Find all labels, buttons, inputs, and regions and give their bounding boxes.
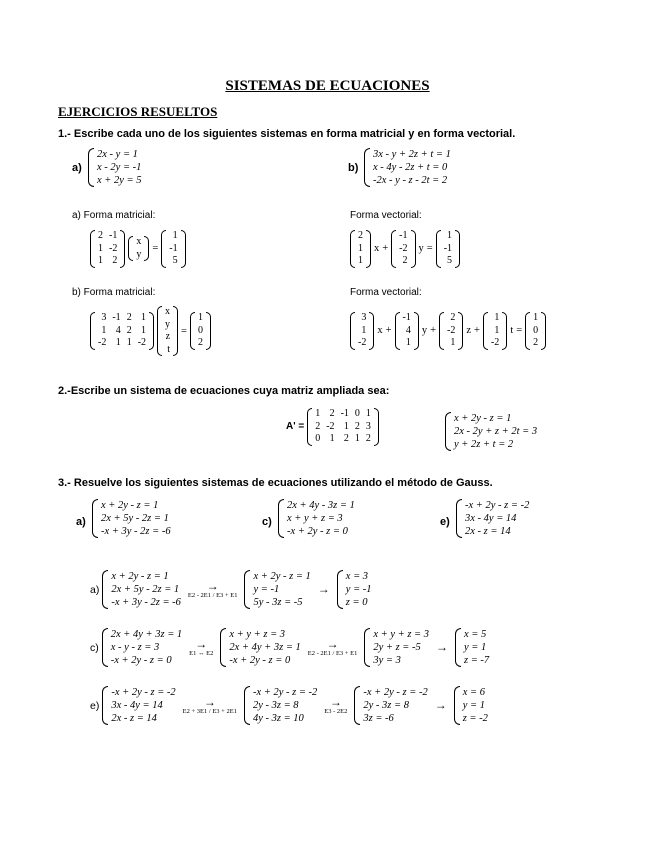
matrix-cell: y [136, 248, 142, 260]
equation-line: x + 2y - z = 1 [454, 413, 512, 424]
equation-line: 3y = 3 [373, 655, 401, 666]
transform-arrow [435, 700, 447, 711]
matrix-cell: -1 [402, 312, 411, 323]
matrix-cell: 2 [98, 230, 103, 241]
equation-line: 2y - 3z = 8 [363, 700, 409, 711]
column-vector [350, 230, 371, 268]
solution-a [90, 570, 372, 609]
equation-line: x + 2y - z = 1 [101, 500, 159, 511]
matrix-cell: 1 [197, 312, 203, 324]
column-vector [439, 312, 463, 350]
row-operation: E2 + 3E1 / E3 + 2E1 [182, 707, 237, 715]
exercise-3-heading: 3.- Resuelve los siguientes sistemas de ecuaciones utilizando el método de Gauss. [58, 477, 493, 489]
right-bracket [502, 312, 507, 350]
page-title: SISTEMAS DE ECUACIONES [225, 78, 430, 94]
equation-line: -x + 2y - z = 0 [287, 526, 348, 537]
ex1-a-matrix-form [90, 230, 186, 268]
equation-line: 2x + 4y + 3z = 1 [229, 642, 301, 653]
equation-line: 2x - z = 14 [111, 713, 157, 724]
equation-line: 2x + 5y - 2z = 1 [101, 513, 169, 524]
matrix-cell: 2 [329, 408, 335, 419]
matrix-cell: 2 [450, 312, 456, 323]
brace [102, 570, 108, 609]
equation-lines [111, 628, 182, 667]
matrix-cell: 1 [141, 312, 147, 324]
transform-arrow [307, 636, 358, 657]
ex3-c-system [278, 499, 355, 538]
matrix-cell: z [165, 331, 171, 342]
matrix-cell: 2 [126, 312, 132, 324]
matrix-cell: 1 [343, 420, 349, 432]
equation-lines [464, 628, 489, 667]
equation-system [364, 628, 429, 667]
matrix-cell: -2 [447, 324, 456, 336]
equation-line: z = -2 [462, 713, 488, 724]
matrix-cell: x [165, 306, 171, 317]
matrix-cell: 5 [172, 255, 178, 266]
equation-line: 5y - 3z = -5 [253, 597, 303, 608]
equation-line: 2y + z = -5 [373, 642, 421, 653]
equation-line: -x + 2y - z = 0 [110, 655, 172, 666]
exercise-2-heading: 2.-Escribe un sistema de ecuaciones cuya matriz ampliada sea: [58, 385, 390, 397]
equation-line: -x + 2y - z = -2 [111, 687, 176, 698]
brace [337, 570, 343, 609]
right-bracket [541, 312, 546, 350]
matrix-cell: -2 [490, 337, 500, 348]
equation-system [244, 686, 317, 725]
matrix-cell: 2 [112, 255, 118, 266]
matrix-cell: 1 [126, 337, 132, 349]
brace [455, 628, 461, 667]
equation-line: -x + 3y - 2z = -6 [111, 597, 181, 608]
equation-lines [229, 628, 300, 667]
equation-line: -x + 3y - 2z = -6 [101, 526, 171, 537]
operator: = [426, 243, 433, 255]
matrix-cell: 4 [405, 324, 411, 336]
equation-system [337, 570, 372, 609]
matrix-cell: 3 [361, 312, 367, 323]
matrix-cell: 2 [365, 433, 371, 444]
matrix-cell: 1 [494, 312, 500, 323]
ex3-a-label: a) [76, 516, 86, 528]
arrow-glyph: → [317, 582, 330, 596]
equation-line: x + y + z = 3 [287, 513, 343, 524]
equation-lines [363, 686, 427, 725]
matrix-cell: -1 [443, 242, 453, 254]
matrix-cell: 1 [354, 433, 360, 444]
ex1-a-system [88, 148, 142, 187]
rhs-vector [161, 230, 185, 268]
matrix-cell: 1 [98, 255, 103, 266]
matrix-cell: 2 [343, 433, 349, 444]
matrix-cell: 1 [494, 324, 500, 336]
variable: y [421, 325, 428, 337]
right-bracket [414, 312, 419, 350]
matrix-cell: 2 [354, 420, 360, 432]
equation-line: x = 3 [345, 571, 369, 582]
equation-system [220, 628, 300, 667]
matrix-cell: 0 [197, 324, 203, 336]
ex2-augmented-matrix [286, 408, 379, 446]
arrow-glyph: → [195, 636, 208, 651]
equation-line: 2x + 4y + 3z = 1 [110, 629, 183, 640]
column-vector [483, 312, 507, 350]
ex1-a-matricial-label: a) Forma matricial: [72, 210, 156, 221]
ex1-a-vector-form [350, 230, 460, 268]
matrix-cell: -2 [137, 337, 147, 349]
brace [364, 628, 370, 667]
right-bracket [173, 306, 178, 356]
equation-lines [111, 686, 175, 725]
solution-e [90, 686, 488, 725]
matrix-cell: 1 [329, 433, 335, 444]
right-bracket [458, 312, 463, 350]
equals-sign: = [152, 243, 159, 255]
matrix-cell: 1 [141, 324, 147, 336]
right-bracket [149, 312, 154, 350]
variable: z [466, 325, 472, 337]
equation-line: x + y + z = 3 [373, 629, 429, 640]
matrix-cell: 1 [450, 337, 456, 348]
ex1-a-label: a) [72, 162, 82, 174]
ex2-system [445, 412, 537, 451]
section-subtitle: EJERCICIOS RESUELTOS [58, 104, 218, 119]
column-vector [391, 230, 415, 268]
equation-line: 2x - 2y + z + 2t = 3 [454, 426, 538, 437]
equation-lines [253, 686, 317, 725]
arrow-glyph: → [326, 636, 339, 651]
matrix-cell: -2 [109, 242, 118, 254]
row-operation: E2 - 2E1 / E3 + E1 [187, 591, 238, 599]
arrow-glyph: → [206, 578, 219, 593]
operator: + [474, 325, 480, 337]
equation-lines [253, 570, 310, 609]
equation-line: -x + 2y - z = 0 [229, 655, 291, 666]
equation-line: 3x - 4y = 14 [111, 700, 163, 711]
row-operation: E3 - 2E2 [324, 707, 348, 715]
transform-arrow [318, 584, 330, 595]
equation-line: y = 1 [464, 642, 487, 653]
ex3-e-system [456, 499, 529, 538]
equation-line: 3z = -6 [363, 713, 394, 724]
equation-system [102, 570, 181, 609]
ex2-matrix-label: A' = [286, 421, 305, 433]
right-bracket [120, 230, 125, 268]
variable: x [374, 243, 380, 255]
right-bracket [411, 230, 416, 268]
rhs-vector [436, 230, 460, 268]
equation-line: x = 5 [464, 629, 487, 640]
equation-line: x + 2y = 5 [97, 175, 142, 186]
equals-sign: = [181, 325, 187, 337]
equation-line: -x + 2y - z = -2 [363, 687, 428, 698]
solution-label: c) [90, 641, 99, 654]
equation-system [354, 686, 427, 725]
coefficient-matrix [90, 230, 125, 268]
equation-line: x + 2y - z = 1 [253, 571, 311, 582]
transform-arrow [182, 694, 237, 715]
matrix-cell: 1 [365, 408, 371, 419]
right-bracket [374, 408, 379, 446]
arrow-glyph: → [434, 698, 447, 712]
matrix-cell: -2 [358, 337, 367, 348]
matrix-cell: 5 [447, 255, 453, 266]
ex1-b-vectorial-label: Forma vectorial: [350, 287, 422, 298]
augmented-matrix [307, 408, 379, 446]
rhs-vector [525, 312, 546, 350]
matrix-cell: 2 [402, 255, 408, 266]
right-bracket [144, 236, 149, 261]
solution-label: e) [90, 699, 100, 712]
column-vector [395, 312, 419, 350]
equation-system [454, 686, 488, 725]
variable: x [377, 325, 383, 337]
brace [354, 686, 360, 725]
equation-line: -2x - y - z - 2t = 2 [373, 175, 448, 186]
right-bracket [366, 230, 371, 268]
matrix-cell: -1 [109, 230, 118, 241]
matrix-cell: 1 [101, 324, 107, 336]
brace [244, 686, 250, 725]
equation-line: y = -1 [345, 584, 372, 595]
right-bracket [455, 230, 460, 268]
matrix-cell: 1 [405, 337, 411, 348]
matrix-cell: y [165, 318, 171, 330]
ex1-b-system [364, 148, 451, 187]
operator: + [430, 325, 437, 337]
matrix-cell: -1 [399, 230, 408, 241]
equation-line: y = 1 [462, 700, 485, 711]
matrix-cell: 2 [533, 337, 539, 348]
equation-line: 2x - z = 14 [465, 526, 511, 537]
brace [244, 570, 250, 609]
matrix-cell: -1 [112, 312, 121, 324]
matrix-cell: 2 [358, 230, 363, 241]
ex1-b-matrix-form [90, 306, 211, 356]
equation-lines [373, 628, 429, 667]
variable: y [418, 243, 424, 255]
matrix-cell: 3 [365, 420, 371, 432]
ex1-b-label: b) [348, 162, 359, 174]
equation-line: y + 2z + t = 2 [454, 439, 514, 450]
variable-vector [157, 306, 178, 356]
ex3-a-system [92, 499, 171, 538]
brace [454, 686, 460, 725]
equation-system [102, 628, 182, 667]
column-vector [350, 312, 374, 350]
matrix-cell: 1 [361, 324, 367, 336]
matrix-cell: 1 [115, 337, 121, 349]
matrix-cell: x [136, 236, 142, 248]
equation-line: 2y - 3z = 8 [252, 700, 299, 711]
brace [102, 628, 108, 667]
matrix-cell: 1 [447, 230, 453, 241]
matrix-cell: 1 [533, 312, 539, 323]
row-operation: E2 - 2E1 / E3 + E1 [307, 649, 358, 657]
transform-arrow [187, 578, 238, 599]
ex3-c-label: c) [262, 516, 272, 528]
matrix-cell: 2 [315, 420, 321, 432]
matrix-cell: 2 [126, 324, 132, 336]
ex3-e-label: e) [440, 516, 450, 528]
equation-line: 3x - 4y = 14 [465, 513, 517, 524]
operator: = [516, 325, 523, 337]
equation-line: -x + 2y - z = -2 [465, 500, 530, 511]
matrix-cell: -2 [98, 337, 107, 349]
equation-line: z = 0 [345, 597, 368, 608]
equation-line: x + y + z = 3 [229, 629, 286, 640]
transform-arrow [436, 642, 448, 653]
arrow-glyph: → [329, 694, 342, 709]
row-operation: E1 ↔ E2 [189, 649, 214, 657]
matrix-cell: 1 [358, 255, 363, 266]
equation-line: y = -1 [253, 584, 280, 595]
matrix-cell: 2 [197, 337, 203, 349]
brace [102, 686, 108, 725]
equation-line: 2x + 4y - 3z = 1 [287, 500, 355, 511]
equation-line: 2x - y = 1 [97, 149, 138, 160]
right-bracket [206, 312, 211, 350]
matrix-cell: -2 [399, 242, 408, 254]
transform-arrow [189, 636, 214, 657]
matrix-cell: 0 [354, 408, 360, 419]
right-bracket [369, 312, 374, 350]
brace [220, 628, 226, 667]
matrix-cell: 0 [315, 433, 321, 444]
equation-line: 4y - 3z = 10 [252, 713, 304, 724]
matrix-cell: t [167, 343, 171, 355]
equation-line: 2x + 5y - 2z = 1 [111, 584, 180, 595]
ex1-b-vector-form [350, 312, 546, 350]
rhs-vector [190, 312, 211, 350]
equation-lines [463, 686, 488, 725]
equation-line: x + 2y - z = 1 [111, 571, 169, 582]
matrix-cell: 1 [315, 408, 321, 419]
equation-line: 3x - y + 2z + t = 1 [373, 149, 451, 160]
variable: t [510, 325, 514, 337]
equation-line: x - y - z = 3 [110, 642, 160, 653]
equation-lines [111, 570, 181, 609]
solution-c [90, 628, 489, 667]
matrix-cell: 0 [533, 324, 539, 336]
equation-system [244, 570, 310, 609]
matrix-cell: 1 [98, 242, 103, 254]
ex1-a-vectorial-label: Forma vectorial: [350, 210, 422, 221]
equation-line: z = -7 [464, 655, 490, 666]
equation-line: x = 6 [462, 687, 485, 698]
equation-system [102, 686, 175, 725]
operator: + [382, 243, 389, 255]
matrix-cell: 3 [101, 312, 107, 324]
coefficient-matrix [90, 312, 154, 350]
operator: + [385, 325, 392, 337]
arrow-glyph: → [436, 640, 448, 654]
variable-vector [128, 236, 149, 261]
equation-line: -x + 2y - z = -2 [252, 687, 318, 698]
matrix-cell: -1 [169, 242, 178, 254]
equation-lines [346, 570, 372, 609]
matrix-cell: 1 [172, 230, 178, 241]
arrow-glyph: → [203, 694, 216, 709]
exercise-1-heading: 1.- Escribe cada uno de los siguientes sistemas en forma matricial y en forma vectorial. [58, 128, 516, 140]
matrix-cell: -1 [340, 408, 349, 419]
right-bracket [181, 230, 186, 268]
transform-arrow [324, 694, 348, 715]
matrix-cell: 4 [115, 324, 121, 336]
ex1-b-matricial-label: b) Forma matricial: [72, 287, 156, 298]
solution-label: a) [90, 583, 100, 596]
matrix-cell: 1 [358, 242, 363, 254]
equation-system [455, 628, 489, 667]
equation-line: x - 2y = -1 [97, 162, 142, 173]
matrix-cell: -2 [326, 420, 335, 432]
equation-line: x - 4y - 2z + t = 0 [373, 162, 448, 173]
